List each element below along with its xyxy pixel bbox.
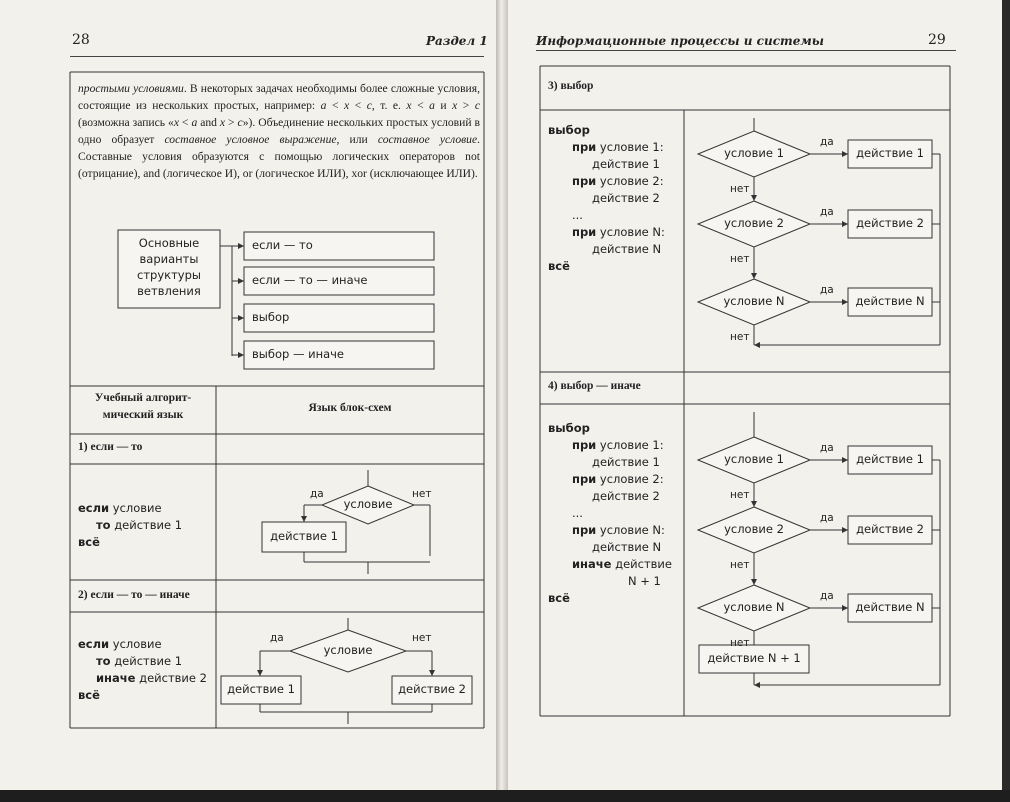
yes-label: да: [820, 442, 834, 454]
code-line: [572, 556, 672, 573]
book-edge: [1002, 0, 1010, 790]
intro-fragment: x: [344, 99, 350, 112]
code-text: условие 2:: [596, 472, 664, 486]
code-keyword: всё: [78, 688, 100, 702]
else-action-label: действие N + 1: [707, 651, 801, 665]
arrow-head: [257, 670, 263, 676]
variant-label: выбор: [252, 310, 290, 324]
no-label: нет: [730, 253, 750, 265]
table-col2-header: Язык блок-схем: [308, 402, 392, 414]
intro-fragment: составное условное выражение: [164, 133, 337, 146]
right-page: [508, 0, 1002, 790]
condition-label: условие 1: [724, 146, 784, 160]
merge-arrow: [754, 682, 760, 688]
intro-fragment: <: [349, 99, 367, 112]
yes-label: да: [820, 284, 834, 296]
code-keyword: всё: [548, 591, 570, 605]
code-keyword: выбор: [548, 421, 590, 435]
code-keyword: всё: [78, 535, 100, 549]
code-keyword: выбор: [548, 123, 590, 137]
code-line: [572, 437, 664, 454]
code-line: [78, 687, 100, 704]
left-page: [0, 0, 496, 790]
no-label: нет: [730, 331, 750, 343]
code-line: [592, 454, 660, 471]
yes-label: да: [820, 206, 834, 218]
code-text: условие: [109, 501, 162, 515]
arrow-head: [429, 670, 435, 676]
code-text: ...: [572, 208, 583, 222]
intro-fragment: a: [320, 99, 327, 112]
code-line: [572, 505, 583, 522]
code-line: [572, 207, 583, 224]
code-text: действие N: [592, 242, 662, 256]
running-head-left: Раздел 1: [426, 34, 488, 48]
merge-arrow: [754, 342, 760, 348]
variant-label: если — то: [252, 238, 313, 252]
yes-label: да: [310, 488, 324, 500]
code-line: [96, 653, 182, 670]
intro-fragment: . В некоторых задачах необходимы более сложные условия, состоящие из нескольких простых, например:: [78, 82, 480, 112]
code-line: [548, 122, 590, 139]
intro-fragment: составное условие: [377, 133, 478, 146]
code-line: [592, 539, 661, 556]
code-line: [78, 636, 162, 653]
action-label: действие 2: [856, 522, 924, 536]
intro-fragment: <: [411, 99, 430, 112]
code-line: [548, 420, 590, 437]
book-gutter: [496, 0, 508, 790]
code-line: [572, 471, 664, 488]
variant-label: если — то — иначе: [252, 273, 368, 287]
code-keyword: если: [78, 637, 110, 651]
action-label: действие N: [855, 294, 925, 308]
arrow-head: [301, 516, 307, 522]
intro-fragment: x: [452, 99, 458, 112]
code-keyword: иначе: [572, 557, 612, 571]
section1-title: 1) если — то: [78, 441, 143, 453]
action-label: действие 1: [227, 682, 295, 696]
intro-fragment: a: [429, 99, 435, 112]
code-text: действие 2: [135, 671, 207, 685]
yes-label: да: [820, 512, 834, 524]
code-text: условие: [109, 637, 162, 651]
intro-fragment: >: [457, 99, 475, 112]
code-keyword: при: [572, 225, 597, 239]
action-label: действие 2: [398, 682, 466, 696]
action-label: действие 1: [856, 146, 924, 160]
no-arrow: [751, 195, 757, 201]
intro-fragment: c: [237, 116, 243, 129]
code-line: [548, 590, 570, 607]
intro-fragment: a: [191, 116, 198, 129]
section2-title: 2) если — то — иначе: [78, 589, 190, 601]
no-label: нет: [730, 489, 750, 501]
yes-label: да: [270, 632, 284, 644]
code-text: действие: [611, 557, 672, 571]
code-text: условие 1:: [596, 438, 664, 452]
intro-fragment: x: [406, 99, 412, 112]
branching-main-box-line: Основные: [138, 236, 200, 250]
code-text: ...: [572, 506, 583, 520]
condition-label: условие 1: [724, 452, 784, 466]
code-line: [96, 517, 182, 534]
code-text: условие N:: [596, 225, 665, 239]
intro-fragment: простыми условиями: [78, 82, 184, 95]
action-label: действие 1: [270, 529, 338, 543]
no-label: нет: [412, 488, 432, 500]
intro-fragment: и: [434, 99, 453, 112]
code-keyword: при: [572, 472, 597, 486]
code-line: [548, 258, 570, 275]
code-line: [572, 224, 665, 241]
code-text: действие 1: [592, 157, 660, 171]
right-diagrams: [508, 0, 1002, 790]
condition-label: условие 2: [724, 522, 784, 536]
intro-fragment: <: [178, 116, 192, 129]
action-label: действие 1: [856, 452, 924, 466]
no-label: нет: [730, 637, 750, 649]
section3-title: 3) выбор: [548, 80, 594, 92]
code-keyword: если: [78, 501, 110, 515]
code-keyword: иначе: [96, 671, 136, 685]
running-head-right: Информационные процессы и системы: [536, 34, 824, 48]
condition-label: условие N: [723, 600, 785, 614]
code-line: [592, 241, 661, 258]
intro-fragment: »). Объединение нескольких простых условий в одно образует: [78, 116, 480, 146]
code-keyword: при: [572, 174, 597, 188]
code-text: условие 1:: [596, 140, 664, 154]
condition-label: условие: [343, 497, 393, 511]
branching-main-box-line: структуры: [137, 268, 201, 282]
page-number-right: 29: [928, 32, 946, 48]
action-label: действие 2: [856, 216, 924, 230]
code-text: действие 2: [592, 489, 660, 503]
variant-arrow: [238, 352, 244, 358]
intro-fragment: . Составные условия образуются с помощью логических операторов not (отрицание), and (логическое И), or (логическое ИЛИ), xor (исключающее ИЛИ).: [78, 133, 481, 180]
no-label: нет: [730, 559, 750, 571]
code-keyword: всё: [548, 259, 570, 273]
code-keyword: при: [572, 523, 597, 537]
intro-fragment: c: [366, 99, 372, 112]
variant-arrow: [238, 278, 244, 284]
table-col1-header: мический язык: [102, 409, 184, 421]
code-line: [628, 573, 661, 590]
code-text: условие N:: [596, 523, 665, 537]
code-text: действие 2: [592, 191, 660, 205]
intro-fragment: x: [173, 116, 179, 129]
code-keyword: при: [572, 438, 597, 452]
code-keyword: то: [96, 654, 111, 668]
no-label: нет: [412, 632, 432, 644]
table-col1-header: Учебный алгорит-: [94, 392, 192, 404]
action-label: действие N: [855, 600, 925, 614]
section4-title: 4) выбор — иначе: [548, 380, 641, 392]
code-text: N + 1: [628, 574, 661, 588]
code-line: [592, 156, 660, 173]
code-line: [592, 190, 660, 207]
code-line: [572, 139, 664, 156]
bottom-edge: [0, 790, 1010, 802]
no-arrow: [751, 501, 757, 507]
code-line: [592, 488, 660, 505]
intro-fragment: x: [219, 116, 226, 129]
intro-fragment: c: [474, 99, 480, 112]
intro-fragment: , или: [336, 133, 378, 146]
code-line: [572, 173, 664, 190]
yes-label: да: [820, 136, 834, 148]
branching-main-box-line: варианты: [139, 252, 199, 266]
code-text: действие 1: [110, 654, 183, 668]
code-keyword: то: [96, 518, 111, 532]
code-line: [78, 534, 100, 551]
intro-fragment: , т. е.: [371, 99, 407, 112]
intro-fragment: >: [225, 116, 238, 129]
code-line: [78, 500, 162, 517]
intro-fragment: and: [197, 116, 220, 129]
condition-label: условие 2: [724, 216, 784, 230]
page-number-left: 28: [72, 32, 90, 48]
code-text: действие 1: [110, 518, 183, 532]
condition-label: условие: [323, 643, 373, 657]
no-label: нет: [730, 183, 750, 195]
variant-arrow: [238, 243, 244, 249]
variant-arrow: [238, 315, 244, 321]
intro-fragment: (возможна запись «: [78, 116, 174, 129]
intro-fragment: <: [326, 99, 344, 112]
variant-label: выбор — иначе: [252, 347, 345, 361]
condition-label: условие N: [723, 294, 785, 308]
code-keyword: при: [572, 140, 597, 154]
yes-label: да: [820, 590, 834, 602]
code-line: [96, 670, 207, 687]
no-arrow: [751, 273, 757, 279]
code-text: действие N: [592, 540, 662, 554]
code-text: действие 1: [592, 455, 660, 469]
code-line: [572, 522, 665, 539]
no-arrow: [751, 579, 757, 585]
branching-main-box-line: ветвления: [137, 284, 201, 298]
code-text: условие 2:: [596, 174, 664, 188]
